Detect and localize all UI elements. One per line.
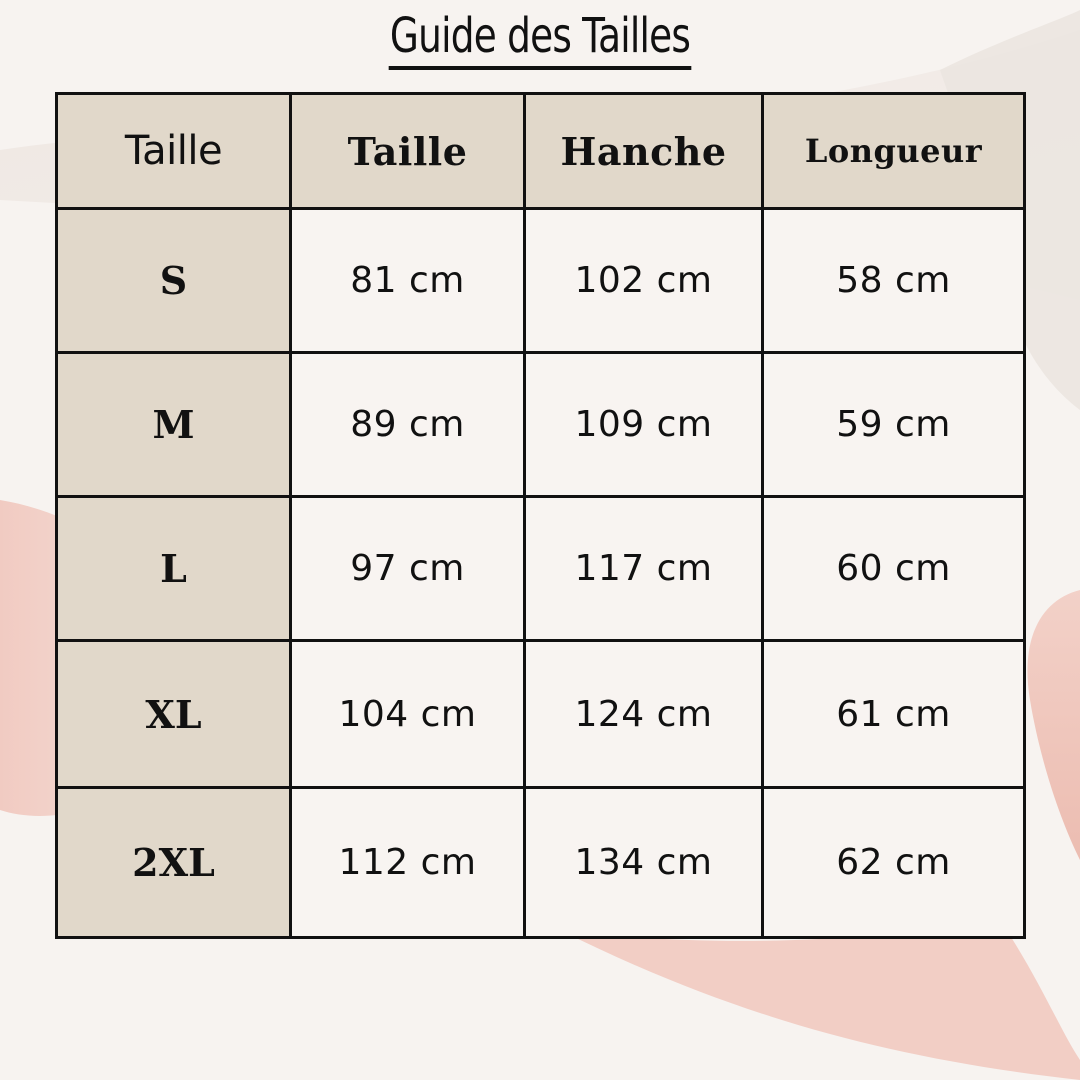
size-guide-table bbox=[55, 92, 1026, 939]
page-title-text: Guide des Tailles bbox=[388, 6, 691, 70]
longueur-value: 61 cm bbox=[763, 641, 1025, 788]
longueur-value: 62 cm bbox=[763, 788, 1025, 938]
table-row bbox=[57, 641, 1025, 788]
taille-value: 97 cm bbox=[291, 497, 525, 641]
hanche-value: 109 cm bbox=[525, 353, 763, 497]
header-hanche: Hanche bbox=[525, 94, 763, 209]
header-size: Taille bbox=[57, 94, 291, 209]
header-taille: Taille bbox=[291, 94, 525, 209]
longueur-value: 60 cm bbox=[763, 497, 1025, 641]
taille-value: 112 cm bbox=[291, 788, 525, 938]
table-row bbox=[57, 497, 1025, 641]
size-label: L bbox=[57, 497, 291, 641]
page-title bbox=[119, 4, 961, 70]
table-row bbox=[57, 788, 1025, 938]
hanche-value: 134 cm bbox=[525, 788, 763, 938]
size-label: S bbox=[57, 209, 291, 353]
table-row bbox=[57, 353, 1025, 497]
hanche-value: 124 cm bbox=[525, 641, 763, 788]
size-label: 2XL bbox=[57, 788, 291, 938]
table-row bbox=[57, 209, 1025, 353]
size-label: XL bbox=[57, 641, 291, 788]
taille-value: 81 cm bbox=[291, 209, 525, 353]
hanche-value: 102 cm bbox=[525, 209, 763, 353]
hanche-value: 117 cm bbox=[525, 497, 763, 641]
longueur-value: 58 cm bbox=[763, 209, 1025, 353]
taille-value: 89 cm bbox=[291, 353, 525, 497]
size-label: M bbox=[57, 353, 291, 497]
taille-value: 104 cm bbox=[291, 641, 525, 788]
longueur-value: 59 cm bbox=[763, 353, 1025, 497]
table-header-row bbox=[57, 94, 1025, 209]
header-longueur: Longueur bbox=[763, 94, 1025, 209]
